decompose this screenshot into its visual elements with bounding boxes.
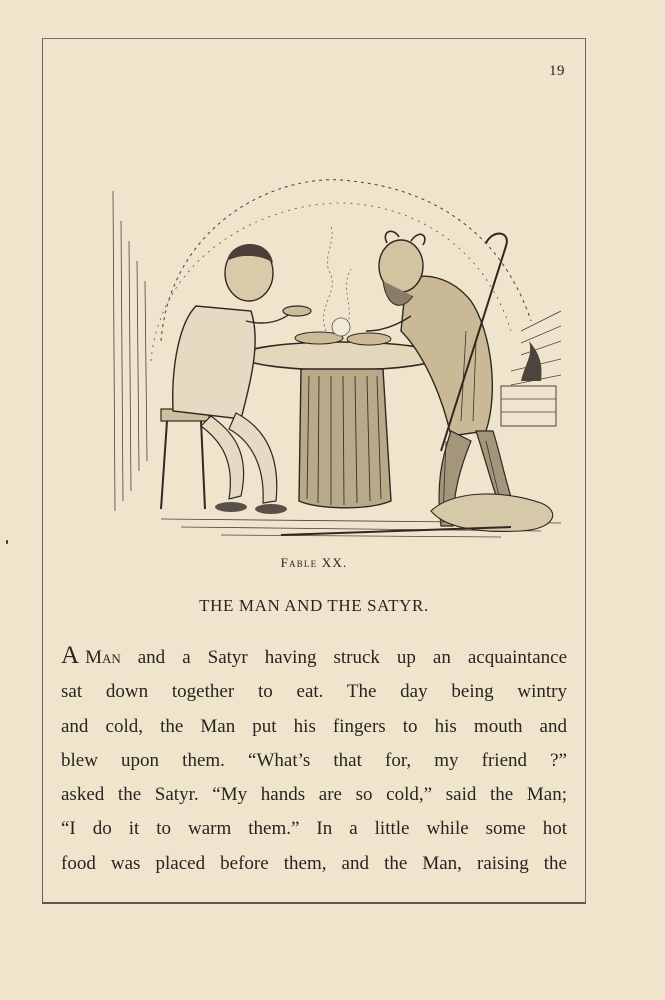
page-speck <box>6 540 8 544</box>
page-border-frame <box>42 38 586 904</box>
initial-letter: A <box>61 642 80 669</box>
text-line: food was placed before them, and the Man, raising the <box>61 852 567 874</box>
text-line: blew upon them. “What’s that for, my friend ?” <box>61 749 567 771</box>
text-line: sat down together to eat. The day being wintry <box>61 681 567 703</box>
fable-number: Fable XX. <box>280 555 348 570</box>
line-1-text: and a Satyr having struck up an acquaintance <box>137 647 567 668</box>
text-line <box>61 641 567 675</box>
fable-body-text <box>61 641 567 881</box>
text-line: and cold, the Man put his fingers to his mouth and <box>61 715 567 737</box>
page-number: 19 <box>549 63 565 79</box>
fable-illustration <box>101 131 561 551</box>
text-line: “I do it to warm them.” In a little while some hot <box>61 818 567 840</box>
text-line: asked the Satyr. “My hands are so cold,” said the Man; <box>61 784 567 806</box>
first-word: Man <box>85 647 121 668</box>
fable-title: THE MAN AND THE SATYR. <box>199 596 429 615</box>
